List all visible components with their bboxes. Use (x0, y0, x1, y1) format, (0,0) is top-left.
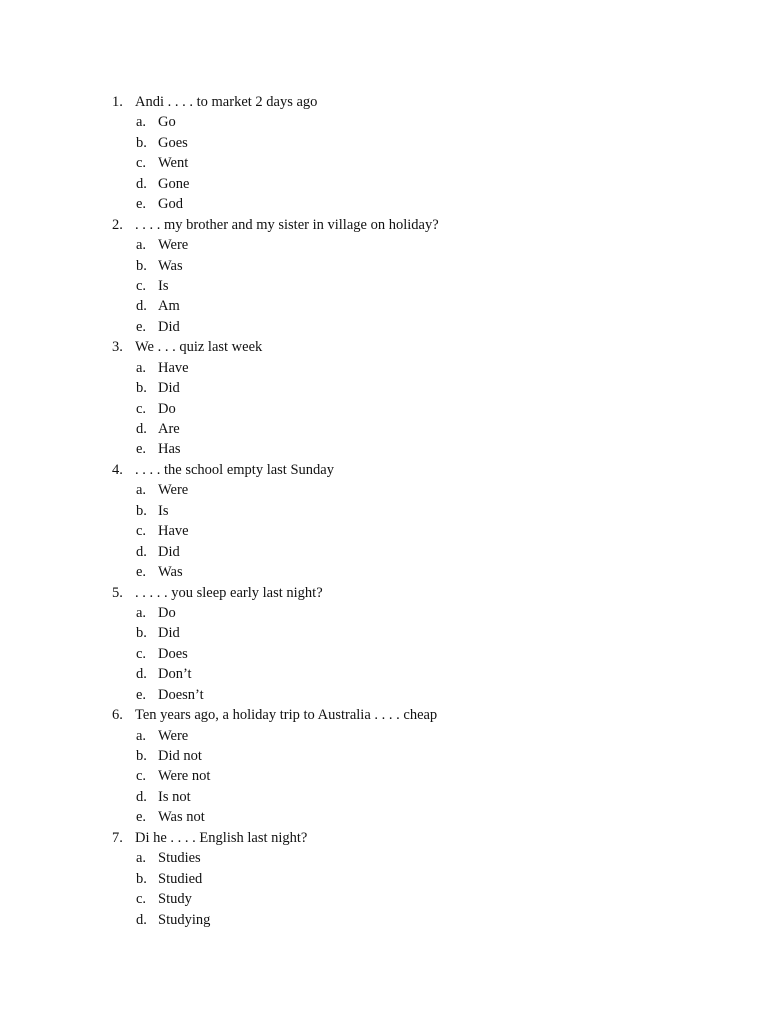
option-text: Is (158, 502, 169, 519)
option-item (0, 562, 768, 582)
option-item (0, 399, 768, 419)
option-text: Do (158, 400, 176, 417)
option-letter: d. (136, 543, 147, 560)
question-text: Andi . . . . to market 2 days ago (135, 94, 318, 110)
option-text: Did (158, 380, 180, 397)
option-item (0, 194, 768, 214)
option-letter: b. (136, 257, 147, 274)
option-item (0, 256, 768, 276)
option-text: God (158, 196, 183, 213)
option-item (0, 869, 768, 889)
option-item (0, 910, 768, 930)
option-item (0, 542, 768, 562)
question-text: We . . . quiz last week (135, 339, 263, 356)
option-letter: c. (136, 155, 147, 172)
option-item (0, 726, 768, 746)
option-text: Were (158, 727, 189, 744)
option-letter: a. (136, 604, 147, 621)
option-text: Is not (158, 788, 191, 805)
option-text: Don’t (158, 666, 192, 683)
option-item (0, 644, 768, 664)
option-letter: a. (136, 482, 147, 499)
option-item (0, 235, 768, 255)
option-letter: a. (136, 359, 147, 376)
option-letter: b. (136, 870, 147, 887)
option-item (0, 419, 768, 439)
option-text: Do (158, 604, 176, 621)
option-letter: c. (136, 645, 147, 662)
option-text: Go (158, 114, 176, 131)
option-text: Were not (158, 768, 211, 785)
option-letter: e. (136, 196, 147, 213)
option-letter: e. (136, 441, 147, 458)
option-text: Is (158, 277, 169, 294)
question-2 (0, 215, 768, 235)
option-text: Studies (158, 850, 201, 867)
question-3 (0, 337, 768, 357)
option-text: Goes (158, 134, 188, 151)
option-letter: c. (136, 523, 147, 540)
option-text: Have (158, 523, 189, 540)
option-item (0, 746, 768, 766)
option-letter: e. (136, 564, 147, 581)
option-item (0, 276, 768, 296)
question-number: 5. (112, 584, 123, 601)
question-number: 2. (112, 216, 123, 233)
option-letter: d. (136, 298, 147, 315)
option-item (0, 296, 768, 316)
option-text: Are (158, 421, 180, 437)
question-number: 6. (112, 707, 123, 724)
quiz-list (0, 92, 768, 930)
option-letter: e. (136, 686, 147, 703)
option-letter: d. (136, 666, 147, 683)
option-text: Has (158, 441, 181, 458)
option-letter: e. (136, 318, 147, 335)
option-text: Gone (158, 175, 190, 192)
option-item (0, 664, 768, 684)
option-text: Did (158, 543, 180, 560)
question-number: 3. (112, 339, 123, 356)
question-text: . . . . the school empty last Sunday (135, 461, 334, 478)
option-text: Was (158, 257, 183, 274)
option-item (0, 501, 768, 521)
question-text: . . . . my brother and my sister in village on holiday? (135, 216, 439, 233)
question-number: 4. (112, 461, 123, 478)
question-text: Ten years ago, a holiday trip to Australia . . . . cheap (135, 707, 438, 724)
option-letter: b. (136, 134, 147, 151)
question-5 (0, 583, 768, 603)
option-letter: c. (136, 400, 147, 417)
option-item (0, 112, 768, 132)
option-text: Studying (158, 911, 211, 928)
question-1 (0, 92, 768, 112)
option-letter: e. (136, 809, 147, 826)
option-letter: c. (136, 277, 147, 294)
option-item (0, 848, 768, 868)
question-number: 7. (112, 829, 123, 846)
option-item (0, 378, 768, 398)
option-item (0, 623, 768, 643)
option-letter: c. (136, 891, 147, 908)
question-text: Di he . . . . English last night? (135, 829, 308, 846)
option-letter: a. (136, 237, 147, 254)
option-text: Went (158, 155, 189, 172)
question-6 (0, 705, 768, 725)
option-item (0, 787, 768, 807)
option-text: Doesn’t (158, 686, 204, 703)
option-text: Were (158, 482, 189, 499)
option-text: Does (158, 645, 188, 662)
option-text: Studied (158, 870, 203, 887)
option-text: Did not (158, 748, 202, 764)
question-7 (0, 828, 768, 848)
option-letter: d. (136, 788, 147, 805)
option-item (0, 889, 768, 909)
option-item (0, 358, 768, 378)
option-item (0, 521, 768, 541)
option-item (0, 685, 768, 705)
option-text: Did (158, 625, 180, 642)
question-text: . . . . . you sleep early last night? (135, 584, 323, 601)
option-letter: b. (136, 748, 147, 764)
option-text: Was not (158, 809, 205, 826)
option-letter: b. (136, 380, 147, 397)
question-4 (0, 460, 768, 480)
option-text: Have (158, 359, 189, 376)
option-text: Was (158, 564, 183, 581)
option-item (0, 603, 768, 623)
option-item (0, 807, 768, 827)
option-text: Study (158, 891, 192, 908)
option-letter: d. (136, 911, 147, 928)
option-item (0, 480, 768, 500)
option-letter: a. (136, 114, 147, 131)
question-number: 1. (112, 94, 123, 110)
option-letter: c. (136, 768, 147, 785)
option-letter: a. (136, 850, 147, 867)
option-letter: b. (136, 502, 147, 519)
option-text: Did (158, 318, 180, 335)
option-text: Were (158, 237, 189, 254)
option-item (0, 133, 768, 153)
option-letter: a. (136, 727, 147, 744)
option-item (0, 317, 768, 337)
option-letter: d. (136, 421, 147, 437)
option-text: Am (158, 298, 180, 315)
option-letter: d. (136, 175, 147, 192)
option-letter: b. (136, 625, 147, 642)
option-item (0, 439, 768, 459)
option-item (0, 766, 768, 786)
option-item (0, 174, 768, 194)
option-item (0, 153, 768, 173)
